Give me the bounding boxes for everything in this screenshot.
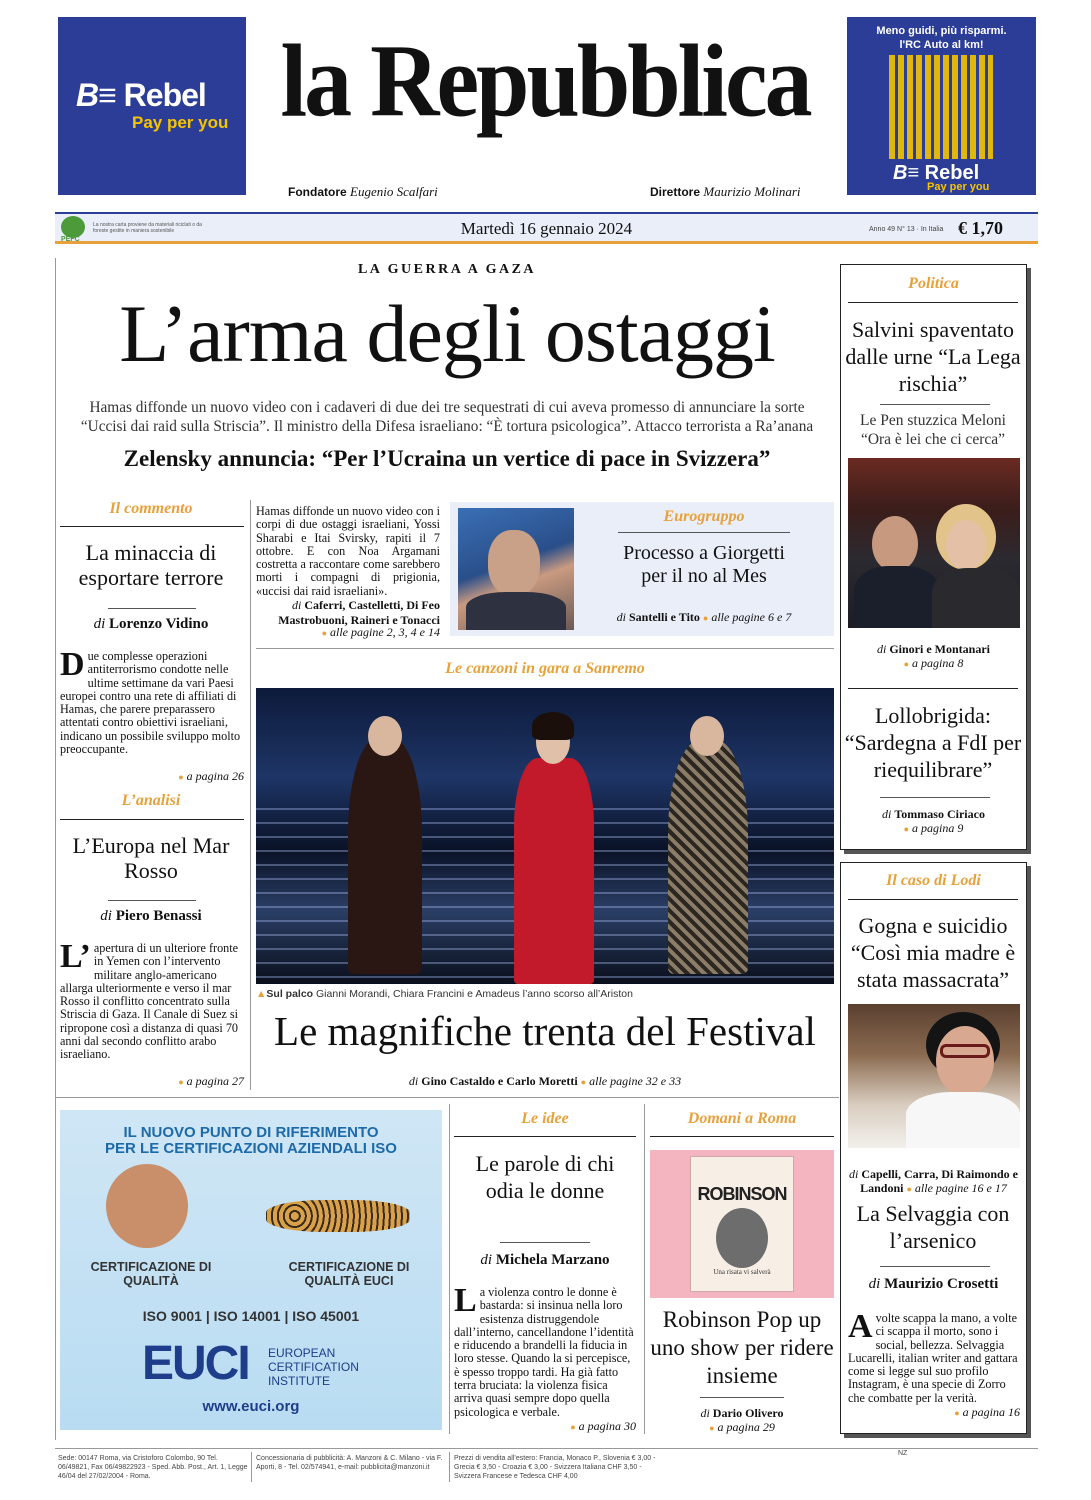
euci-org-3: INSTITUTE xyxy=(268,1374,330,1388)
selvaggia-author: di Maurizio Crosetti xyxy=(868,1276,999,1292)
footer-prezzi: Prezzi di vendita all’estero: Francia, Monaco P., Slovenia € 3,00 - Grecia € 3,50 - Croazia € 3,00 - Svizzera Italiana CHF 3,50 - Svizzera Francese e Tedesca CHF 4,00 xyxy=(454,1455,656,1480)
footer-concessionaria: Concessionaria di pubblicità: A. Manzoni & C. Milano - via F. Aporti, 8 - Tel. 02/574941, e-mail: pubblicita@manzoni.it xyxy=(256,1455,443,1471)
selvaggia-pages[interactable]: ● a pagina 16 xyxy=(848,1405,1020,1420)
date: Martedì 16 gennaio 2024 xyxy=(460,219,633,238)
idee-body: La violenza contro le donne è bastarda: si insinua nella loro esistenza distruggendole dall’interno, cancellandone l’identità e riducendo a brandelli la fiducia in loro stesse. Quando la si percepisce, è spesso troppo tardi. Ha già fatto terra bruciata: la violenza fisica arriva quasi sempre dopo quella psicologica e verbale. xyxy=(454,1282,634,1419)
person-shirt xyxy=(906,1092,1020,1148)
roma-author: di Dario Olivero xyxy=(700,1406,784,1420)
footer-code: NZ xyxy=(898,1450,908,1457)
commento-headline[interactable]: La minaccia di esportare terrore xyxy=(78,540,224,591)
cheetah-icon xyxy=(266,1200,410,1232)
lead-pages[interactable]: ● alle pagine 2, 3, 4 e 14 xyxy=(256,625,440,640)
euci-url[interactable]: www.euci.org xyxy=(202,1398,300,1415)
person-salvini-face xyxy=(872,516,918,572)
sanremo-byline[interactable]: di Gino Castaldo e Carlo Moretti ● alle pagine 32 e 33 xyxy=(256,1074,834,1089)
person-face-icon xyxy=(488,530,540,596)
qr-code-icon[interactable] xyxy=(889,55,993,159)
analisi-headline[interactable]: L’Europa nel Mar Rosso xyxy=(72,833,230,884)
commento-author: di Lorenzo Vidino xyxy=(93,616,209,632)
roma-pages[interactable]: ● a pagina 29 xyxy=(648,1420,836,1435)
politica-kicker: Politica xyxy=(908,275,959,292)
selvaggia-headline[interactable]: La Selvaggia con l’arsenico xyxy=(856,1201,1010,1253)
lollobrigida-byline: di Tommaso Ciriaco xyxy=(882,807,985,821)
person-salvini-suit xyxy=(854,566,940,628)
euci-line-1: IL NUOVO PUNTO DI RIFERIMENTO xyxy=(123,1124,379,1141)
lodi-byline[interactable]: di Capelli, Carra, Di Raimondo e Landoni ● alle pagine 16 e 17 xyxy=(842,1167,1025,1196)
person-morandi-icon xyxy=(348,738,422,974)
person-amadeus-face xyxy=(690,716,724,756)
person-francini-hair xyxy=(532,712,574,740)
lead-body: Hamas diffonde un nuovo video con i corpi di due ostaggi israeliani, Yossi Sharabi e Itai Svirsky, rapiti il 7 ottobre. E con Noa Argamani costretta a raccontare come sarebbero morti i compagni di prigionia, «uccisi dai raid israeliani». xyxy=(256,504,440,598)
person-amadeus-icon xyxy=(668,740,748,974)
politica-pages[interactable]: ● a pagina 8 xyxy=(842,656,1025,671)
rebel-tagline-small: Pay per you xyxy=(927,181,990,193)
lodi-headline[interactable]: Gogna e suicidio “Così mia madre è stata massacrata” xyxy=(850,913,1016,992)
sanremo-kicker: Le canzoni in gara a Sanremo xyxy=(445,660,645,677)
rebel-brand: B≡ Rebel xyxy=(76,77,206,113)
politica-byline: di Ginori e Montanari xyxy=(876,642,990,656)
issue: Anno 49 N° 13 · In Italia xyxy=(869,226,944,233)
glasses-icon xyxy=(940,1044,990,1058)
idee-author: di Michela Marzano xyxy=(480,1252,610,1268)
pefc-label: PEFC xyxy=(61,236,80,243)
giorgetti-photo[interactable] xyxy=(458,508,574,630)
roma-headline[interactable]: Robinson Pop up uno show per ridere insieme xyxy=(650,1307,834,1388)
commento-pages[interactable]: ● a pagina 26 xyxy=(60,769,244,784)
roma-kicker: Domani a Roma xyxy=(687,1110,797,1127)
lead-deck-1: Hamas diffonde un nuovo video con i cadaveri di due dei tre sequestrati di cui aveva promesso di annunciare la sorte xyxy=(89,399,805,416)
date-bar xyxy=(55,212,1038,244)
commento-kicker: Il commento xyxy=(109,500,193,517)
commento-body: Due complesse operazioni antiterrorismo condotte nelle ultime settimane da vari Paesi europei contro una rete di affiliati di Hamas, che parere preparassero attentati contro obiettivi israeliani, indicano un possibile sviluppo molto preoccupante. xyxy=(60,646,241,757)
eurogruppo-byline[interactable]: di Santelli e Tito ● alle pagine 6 e 7 xyxy=(580,610,828,625)
person-morandi-face xyxy=(368,716,402,756)
analisi-kicker: L’analisi xyxy=(121,792,181,809)
euci-line-2: PER LE CERTIFICAZIONI AZIENDALI ISO xyxy=(105,1140,397,1157)
lead-authors: di Caferri, Castelletti, Di Feo Mastrobuoni, Raineri e Tonacci xyxy=(278,598,440,627)
lead-subhead[interactable]: Zelensky annuncia: “Per l’Ucraina un vertice di pace in Svizzera” xyxy=(123,446,771,471)
ad-line-1: Meno guidi, più risparmi. xyxy=(876,25,1007,37)
person-francini-icon xyxy=(514,758,594,984)
rebel-brand-small: B≡ Rebel xyxy=(893,162,980,184)
sanremo-caption: ▲Sul palco Gianni Morandi, Chiara Francini e Amadeus l’anno scorso all’Ariston xyxy=(256,988,633,1000)
selvaggia-body: Avolte scappa la mano, a volte ci scappa il morto, sono i social, bellezza. Selvaggia Lucarelli, italian writer and gattara come si legge sul suo profilo Instagram, è una specie di Zorro che combatte per la verità. xyxy=(848,1308,1018,1405)
robinson-cover[interactable] xyxy=(650,1150,834,1298)
director: Direttore Maurizio Molinari xyxy=(650,184,801,199)
idee-pages[interactable]: ● a pagina 30 xyxy=(454,1419,636,1434)
pefc-text: La nostra carta proviene da materiali riciclati o da foreste gestite in maniera sostenibile xyxy=(93,222,202,234)
euci-logo: EUCI xyxy=(142,1337,249,1390)
euci-ad[interactable] xyxy=(60,1110,442,1430)
euci-cert-2: CERTIFICAZIONE DI QUALITÀ EUCI xyxy=(288,1260,410,1288)
cover-face-icon xyxy=(716,1208,768,1268)
price: € 1,70 xyxy=(958,218,1003,238)
analisi-pages[interactable]: ● a pagina 27 xyxy=(60,1074,244,1089)
analisi-author: di Piero Benassi xyxy=(100,908,202,924)
idee-kicker: Le idee xyxy=(521,1110,569,1127)
cover-title: ROBINSON xyxy=(697,1184,787,1204)
euci-cert-1: CERTIFICAZIONE DI QUALITÀ xyxy=(90,1260,212,1288)
rebel-ad-right[interactable] xyxy=(847,17,1036,195)
euci-org-2: CERTIFICATION xyxy=(268,1360,359,1374)
lodi-kicker: Il caso di Lodi xyxy=(886,872,981,889)
eurogruppo-kicker: Eurogruppo xyxy=(663,508,745,525)
rebel-ad-left[interactable] xyxy=(58,17,246,195)
founder: Fondatore Eugenio Scalfari xyxy=(288,184,438,199)
analisi-body: L’ apertura di un ulteriore fronte in Yemen con l’intervento militare anglo-americano allarga ulteriormente e verso il mar Rosso il conflitto concentrato sulla Striscia di Gaza. Il Canale di Suez si ripropone così a distanza di quasi 70 anni dal secondo conflitto arabo israeliano. xyxy=(60,938,239,1062)
person-face xyxy=(936,1026,994,1096)
sanremo-photo[interactable] xyxy=(256,688,834,984)
rebel-tagline: Pay per you xyxy=(132,113,229,132)
lead-headline[interactable]: L’arma degli ostaggi xyxy=(119,288,775,379)
lodi-photo[interactable] xyxy=(848,1004,1020,1148)
eurogruppo-headline[interactable]: Processo a Giorgetti per il no al Mes xyxy=(623,542,785,587)
politica-subhead: Le Pen stuzzica Meloni “Ora è lei che ci cerca” xyxy=(860,412,1006,448)
footer-sede: Sede: 00147 Roma, via Cristoforo Colombo, 90 Tel. 06/49821, Fax 06/49822923 - Sped. Abb. Post., Art. 1, Legge 46/04 del 27/02/2004 - Roma. xyxy=(58,1455,248,1480)
lollobrigida-headline[interactable]: Lollobrigida: “Sardegna a FdI per riequilibrare” xyxy=(844,703,1022,782)
sumo-wrestler-icon xyxy=(106,1164,188,1248)
idee-headline[interactable]: Le parole di chi odia le donne xyxy=(475,1151,615,1203)
lollobrigida-pages[interactable]: ● a pagina 9 xyxy=(842,821,1025,836)
ad-line-2: l'RC Auto al km! xyxy=(899,39,984,51)
person-meloni-suit xyxy=(932,568,1020,628)
euci-org-1: EUROPEAN xyxy=(268,1346,336,1360)
sanremo-headline[interactable]: Le magnifiche trenta del Festival xyxy=(274,1008,816,1054)
politica-headline[interactable]: Salvini spaventato dalle urne “La Lega rischia” xyxy=(845,317,1021,396)
euci-iso: ISO 9001 | ISO 14001 | ISO 45001 xyxy=(142,1308,360,1324)
lead-deck-2: “Uccisi dai raid sulla Striscia”. Il ministro della Difesa israeliano: “È tortura psicologica”. Attacco terrorista a Ra’anana xyxy=(80,418,814,435)
masthead-title[interactable]: la Repubblica xyxy=(280,22,810,139)
person-suit-icon xyxy=(466,592,566,630)
lead-kicker: LA GUERRA A GAZA xyxy=(357,262,537,277)
salvini-meloni-photo[interactable] xyxy=(848,458,1020,628)
cover-subtitle: Una risata vi salverà xyxy=(713,1268,771,1276)
person-meloni-face xyxy=(946,520,986,570)
